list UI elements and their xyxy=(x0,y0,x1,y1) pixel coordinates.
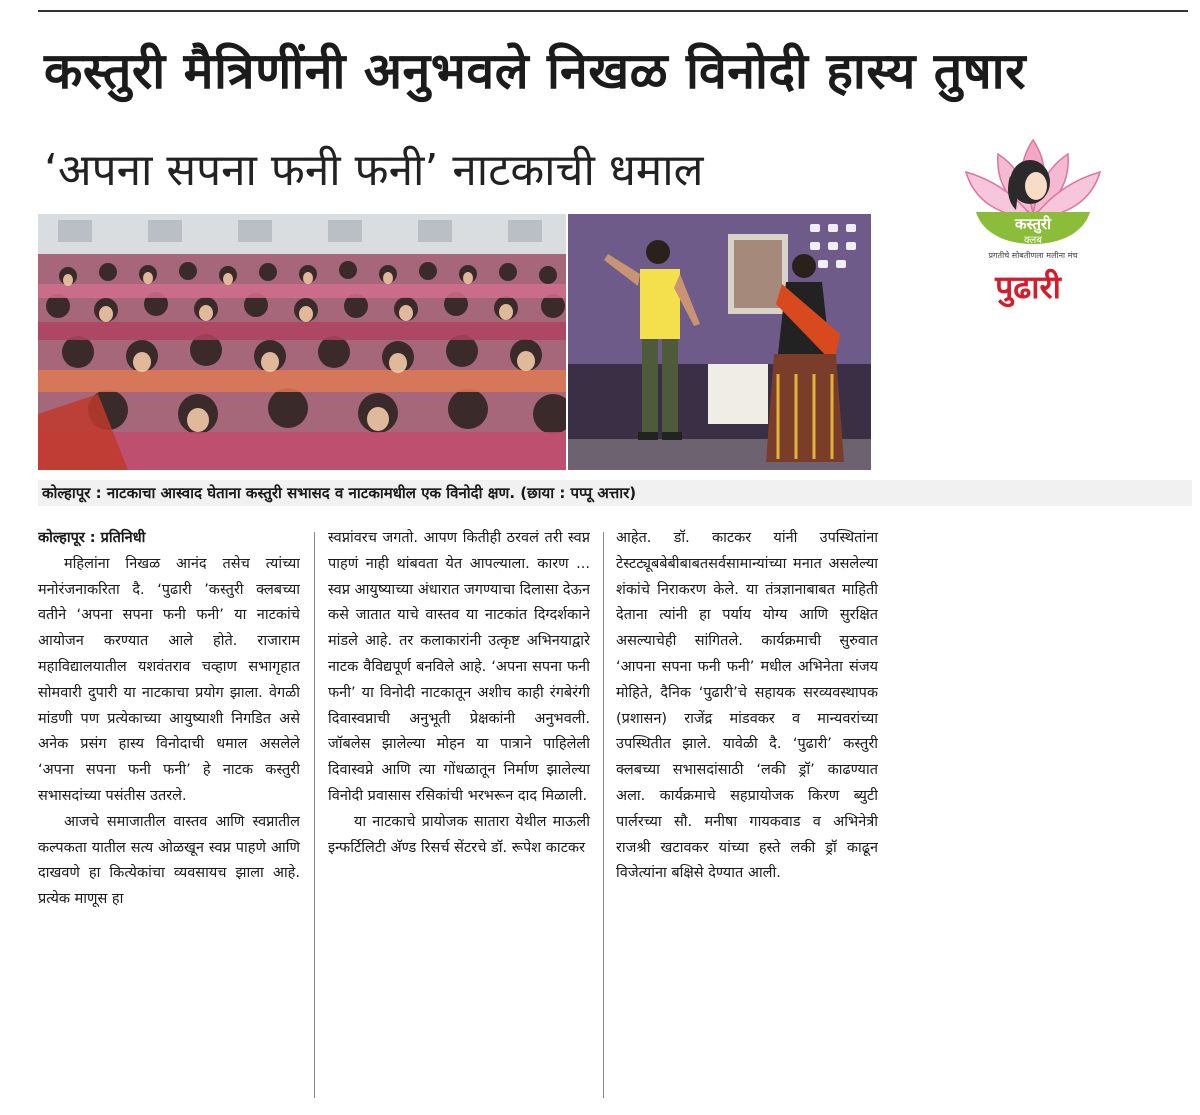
column-divider xyxy=(603,532,604,1098)
headline: कस्तुरी मैत्रिणींनी अनुभवले निखळ विनोदी हास्य तुषार xyxy=(44,42,1027,100)
kasturi-club-logo xyxy=(958,132,1108,312)
logo-tagline: प्रगतीचे सोबतीणला मलीना मंच xyxy=(988,251,1078,260)
stage-photo xyxy=(568,214,871,470)
dateline: कोल्हापूर : प्रतिनिधी xyxy=(38,530,146,546)
pudhari-brand: पुढारी xyxy=(995,268,1061,306)
article-paragraph: आजचे समाजातील वास्तव आणि स्वप्नातील कल्पकता यातील सत्य ओळखून स्वप्न पाहणे आणि दाखवणे हा कित्येकांचा व्यवसायच झाला आहे. प्रत्येक माणूस हा xyxy=(38,813,300,908)
article-paragraph: स्वप्नांवरच जगतो. आपण कितीही ठरवलं तरी स्वप्न पाहणं नाही थांबवता येत आपल्याला. कारण ... स्वप्न आयुष्याच्या अंधारात जगण्याचा दिलासा देऊन कसे जातात याचे वास्तव या नाटकांत दिग्दर्शकाने मांडले आहे. तर कलाकारांनी उत्कृष्ट अभिनयाद्वारे नाटक वैविद्यपूर्ण बनविले आहे. ‘अपना सपना फनी फनी’ या विनोदी नाटकातून अशीच काही रंगबेरंगी दिवास्वप्नाची अनुभूती प्रेक्षकांनी अनुभवली. जॉबलेस झालेल्या मोहन या पात्राने पाहिलेली दिवास्वप्ने आणि त्या गोंधळातून निर्माण झालेल्या विनोदी प्रवासास रसिकांची भरभरून दाद मिळाली. xyxy=(328,530,590,804)
article-column-1 xyxy=(38,526,300,1106)
logo-club-name: कस्तुरी xyxy=(1015,215,1051,233)
article-paragraph: महिलांना निखळ आनंद तसेच त्यांच्या मनोरंजनाकरिता दै. ‘पुढारी ’कस्तुरी क्लबच्या वतीने ‘अपना सपना फनी फनी’ या नाटकांचे आयोजन करण्यात आले होते. राजाराम महाविद्यालयातील यशवंतराव चव्हाण सभागृहात सोमवारी दुपारी या नाटकाचा प्रयोग झाला. वेगळी मांडणी पण प्रत्येकाच्या आयुष्याशी निगडित असे अनेक प्रसंग हास्य विनोदाची धमाल असलेले ‘अपना सपना फनी फनी’ हे नाटक कस्तुरी सभासदांच्या पसंतीस उतरले. xyxy=(38,555,300,804)
column-divider xyxy=(314,532,315,1098)
photo-caption: कोल्हापूर : नाटकाचा आस्वाद घेताना कस्तुरी सभासद व नाटकामधील एक विनोदी क्षण. (छाया : पप्पू अत्तार) xyxy=(38,480,1192,506)
audience-photo xyxy=(38,214,566,470)
article-column-2 xyxy=(328,526,590,1106)
article-paragraph: आहेत. डॉ. काटकर यांनी उपस्थितांना टेस्टट्यूबबेबीबाबतसर्वसामान्यांच्या मनात असलेल्या शंकांचे निराकरण केले. या तंत्रज्ञानाबाबत माहिती देताना त्यांनी हा पर्याय योग्य आणि सुरक्षित असल्याचेही सांगितले. कार्यक्रमाची सुरुवात ‘आपना सपना फनी फनी’ मधील अभिनेता संजय मोहिते, दैनिक ‘पुढारी’चे सहायक सरव्यवस्थापक (प्रशासन) राजेंद्र मांडवकर व मान्यवरांच्या उपस्थितीत झाले. यावेळी दै. ‘पुढारी’ कस्तुरी क्लबच्या सभासदांसाठी ‘लकी ड्रॉ’ काढण्यात अला. कार्यक्रमाचे सहप्रायोजक किरण ब्युटी पार्लरच्या सौ. मनीषा गायकवाड व अभिनेत्री राजश्री खटावकर यांच्या हस्ते लकी ड्रॉ काढून विजेत्यांना बक्षिसे देण्यात आली. xyxy=(616,530,878,882)
top-rule xyxy=(38,10,1188,12)
subheadline: ‘अपना सपना फनी फनी’ नाटकाची धमाल xyxy=(44,145,704,196)
article-paragraph: या नाटकाचे प्रायोजक सातारा येथील माऊली इन्फर्टिलिटी अ‍ॅण्ड रिसर्च सेंटरचे डॉ. रूपेश काटकर xyxy=(328,813,590,856)
article-body xyxy=(38,526,1188,1111)
logo-club-word: क्लब xyxy=(1024,235,1042,246)
article-column-3 xyxy=(616,526,878,1106)
